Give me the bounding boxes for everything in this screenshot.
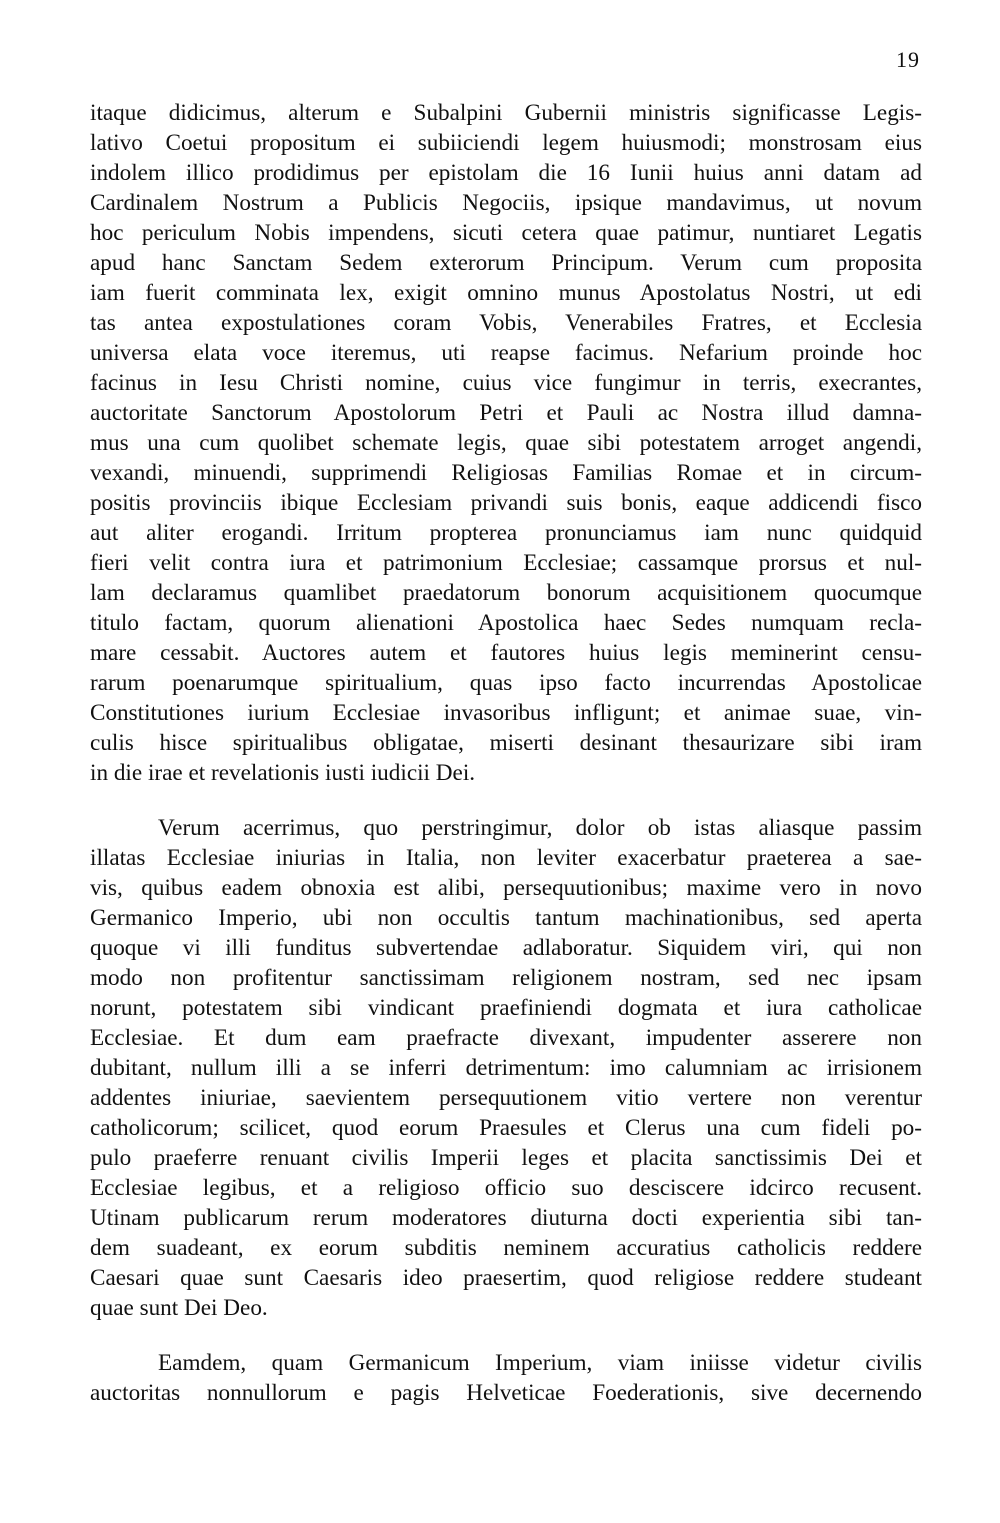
- text-line: titulo factam, quorum alienationi Apostolica haec Sedes numquam recla-: [90, 610, 922, 636]
- text-line: culis hisce spiritualibus obligatae, miserti desinant thesaurizare sibi iram: [90, 730, 922, 756]
- text-line: Cardinalem Nostrum a Publicis Negociis, ipsique mandavimus, ut novum: [90, 190, 922, 216]
- text-line: catholicorum; scilicet, quod eorum Praesules et Clerus una cum fideli po-: [90, 1115, 922, 1141]
- text-line: Germanico Imperio, ubi non occultis tantum machinationibus, sed aperta: [90, 905, 922, 931]
- text-line: Ecclesiae legibus, et a religioso officio suo desciscere idcirco recusent.: [90, 1175, 922, 1201]
- text-line: indolem illico prodidimus per epistolam die 16 Iunii huius anni datam ad: [90, 160, 922, 186]
- text-line: apud hanc Sanctam Sedem exterorum Principum. Verum cum proposita: [90, 250, 922, 276]
- text-line: fieri velit contra iura et patrimonium Ecclesiae; cassamque prorsus et nul-: [90, 550, 922, 576]
- page-number: 19: [896, 47, 920, 72]
- text-line: vexandi, minuendi, supprimendi Religiosas Familias Romae et in circum-: [90, 460, 922, 486]
- paragraph-1: [90, 98, 922, 788]
- text-line: Verum acerrimus, quo perstringimur, dolor ob istas aliasque passim: [158, 815, 922, 841]
- text-line: hoc periculum Nobis impendens, sicuti cetera quae patimur, nuntiaret Legatis: [90, 220, 922, 246]
- text-line: pulo praeferre renuant civilis Imperii leges et placita sanctissimis Dei et: [90, 1145, 922, 1171]
- text-line: iam fuerit comminata lex, exigit omnino munus Apostolatus Nostri, ut edi: [90, 280, 922, 306]
- paragraph-3: [90, 1348, 922, 1408]
- text-line: addentes iniuriae, saevientem persequutionem vitio vertere non verentur: [90, 1085, 922, 1111]
- text-line: vis, quibus eadem obnoxia est alibi, persequutionibus; maxime vero in novo: [90, 875, 922, 901]
- text-line: dubitant, nullum illi a se inferri detrimentum: imo calumniam ac irrisionem: [90, 1055, 922, 1081]
- text-line: auctoritate Sanctorum Apostolorum Petri et Pauli ac Nostra illud damna-: [90, 400, 922, 426]
- text-line: tas antea expostulationes coram Vobis, Venerabiles Fratres, et Ecclesia: [90, 310, 922, 336]
- text-line: universa elata voce iteremus, uti reapse facimus. Nefarium proinde hoc: [90, 340, 922, 366]
- text-line: rarum poenarumque spiritualium, quas ipso facto incurrendas Apostolicae: [90, 670, 922, 696]
- paragraph-2: [90, 813, 922, 1323]
- text-line: positis provinciis ibique Ecclesiam privandi suis bonis, eaque addicendi fisco: [90, 490, 922, 516]
- text-line: itaque didicimus, alterum e Subalpini Gubernii ministris significasse Legis-: [90, 100, 922, 126]
- text-line: lam declaramus quamlibet praedatorum bonorum acquisitionem quocumque: [90, 580, 922, 606]
- text-line: Eamdem, quam Germanicum Imperium, viam iniisse videtur civilis: [158, 1350, 922, 1376]
- text-line: Caesari quae sunt Caesaris ideo praesertim, quod religiose reddere studeant: [90, 1265, 922, 1291]
- text-line: lativo Coetui propositum ei subiiciendi legem huiusmodi; monstrosam eius: [90, 130, 922, 156]
- text-line: mare cessabit. Auctores autem et fautores huius legis meminerint censu-: [90, 640, 922, 666]
- text-line: Ecclesiae. Et dum eam praefracte divexant, impudenter asserere non: [90, 1025, 922, 1051]
- text-line: auctoritas nonnullorum e pagis Helveticae Foederationis, sive decernendo: [90, 1380, 922, 1406]
- text-line: norunt, potestatem sibi vindicant praefiniendi dogmata et iura catholicae: [90, 995, 922, 1021]
- text-line: quae sunt Dei Deo.: [90, 1295, 268, 1321]
- text-line: Utinam publicarum rerum moderatores diuturna docti experientia sibi tan-: [90, 1205, 922, 1231]
- text-line: Constitutiones iurium Ecclesiae invasoribus infligunt; et animae suae, vin-: [90, 700, 922, 726]
- text-line: mus una cum quolibet schemate legis, quae sibi potestatem arroget angendi,: [90, 430, 922, 456]
- text-line: quoque vi illi funditus subvertendae adlaboratur. Siquidem viri, qui non: [90, 935, 922, 961]
- paragraph-gap: [90, 788, 922, 813]
- text-line: illatas Ecclesiae iniurias in Italia, non leviter exacerbatur praeterea a sae-: [90, 845, 922, 871]
- text-line: aut aliter erogandi. Irritum propterea pronunciamus iam nunc quidquid: [90, 520, 922, 546]
- text-line: in die irae et revelationis iusti iudicii Dei.: [90, 760, 476, 786]
- paragraph-gap: [90, 1323, 922, 1348]
- text-body: [90, 98, 922, 1408]
- text-line: facinus in Iesu Christi nomine, cuius vice fungimur in terris, execrantes,: [90, 370, 922, 396]
- text-line: dem suadeant, ex eorum subditis neminem accuratius catholicis reddere: [90, 1235, 922, 1261]
- text-line: modo non profitentur sanctissimam religionem nostram, sed nec ipsam: [90, 965, 922, 991]
